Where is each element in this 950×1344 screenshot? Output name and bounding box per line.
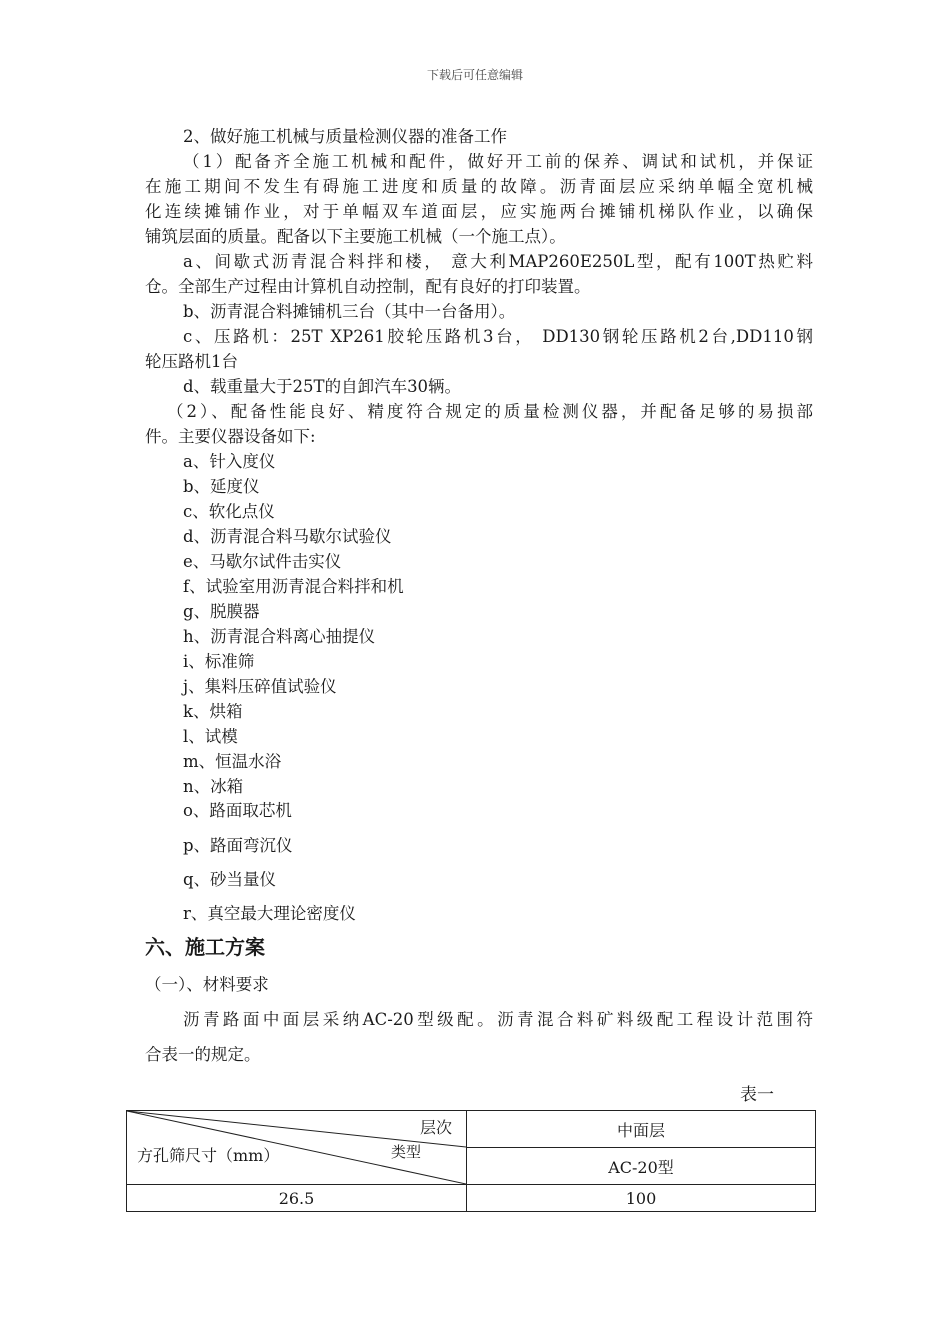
table-caption: 表一 <box>740 1085 774 1105</box>
instrument-item: h、沥青混合料离心抽提仪 <box>183 627 376 646</box>
prep-p2-line: 件。主要仪器设备如下: <box>145 427 316 446</box>
section-title: 六、施工方案 <box>145 935 265 959</box>
instrument-item: b、延度仪 <box>183 477 260 496</box>
table-row <box>127 1185 816 1212</box>
prep-p1-line: （1）配备齐全施工机械和配件，做好开工前的保养、调试和试机，并保证 <box>183 152 813 171</box>
header-layer-label: 层次 <box>419 1118 452 1137</box>
instrument-item: c、软化点仪 <box>183 502 275 521</box>
prep-p1-line: 在施工期间不发生有碍施工进度和质量的故障。沥青面层应采纳单幅全宽机械 <box>145 177 813 196</box>
machine-a-line: 仓。全部生产过程由计算机自动控制，配有良好的打印装置。 <box>145 277 591 296</box>
instrument-item: a、针入度仪 <box>183 452 276 471</box>
machine-a-line: a、间歇式沥青混合料拌和楼， 意大利MAP260E250L型，配有100T热贮料 <box>183 252 813 271</box>
section6-para-line: 合表一的规定。 <box>145 1045 261 1064</box>
instrument-item: n、冰箱 <box>183 777 244 796</box>
instrument-item: i、标准筛 <box>183 652 255 671</box>
instrument-item: o、路面取芯机 <box>183 801 292 820</box>
diagonal-header-cell <box>127 1111 467 1185</box>
instrument-item: p、路面弯沉仪 <box>183 836 293 855</box>
instrument-item: k、烘箱 <box>183 702 243 721</box>
gradation-table <box>126 1110 816 1212</box>
instrument-item: j、集料压碎值试验仪 <box>183 677 337 696</box>
table-header-row <box>127 1111 816 1148</box>
layer-cell: 中面层 <box>467 1111 816 1148</box>
instrument-item: q、砂当量仪 <box>183 870 277 889</box>
header-sieve-label: 方孔筛尺寸（mm） <box>137 1146 280 1165</box>
prep-heading: 2、做好施工机械与质量检测仪器的准备工作 <box>183 127 507 146</box>
sieve-size-cell: 26.5 <box>127 1185 467 1212</box>
machine-d: d、载重量大于25T的自卸汽车30辆。 <box>183 377 462 396</box>
subsection-title: （一）、材料要求 <box>145 975 269 994</box>
machine-c-line: 轮压路机1台 <box>145 352 238 371</box>
prep-p2-line: （2）、配备性能良好、精度符合规定的质量检测仪器，并配备足够的易损部 <box>167 402 813 421</box>
section6-para-line: 沥青路面中面层采纳AC-20型级配。沥青混合料矿料级配工程设计范围符 <box>183 1010 813 1029</box>
instrument-item: l、试模 <box>183 727 238 746</box>
page-header: 下载后可任意编辑 <box>426 68 523 82</box>
header-type-label: 类型 <box>391 1143 422 1161</box>
machine-c-line: c、压路机：25T XP261胶轮压路机3台， DD130钢轮压路机2台,DD110钢 <box>183 327 813 346</box>
instrument-item: e、马歇尔试件击实仪 <box>183 552 342 571</box>
type-cell: AC-20型 <box>467 1148 816 1185</box>
instrument-item: m、恒温水浴 <box>183 752 282 771</box>
prep-p1-line: 化连续摊铺作业，对于单幅双车道面层，应实施两台摊铺机梯队作业，以确保 <box>145 202 813 221</box>
instrument-item: d、沥青混合料马歇尔试验仪 <box>183 527 392 546</box>
instrument-item: g、脱膜器 <box>183 602 260 621</box>
instrument-item: r、真空最大理论密度仪 <box>183 904 356 923</box>
machine-b: b、沥青混合料摊铺机三台（其中一台备用）。 <box>183 302 516 321</box>
prep-p1-line: 铺筑层面的质量。配备以下主要施工机械（一个施工点）。 <box>145 227 566 246</box>
passing-value-cell: 100 <box>467 1185 816 1212</box>
instrument-item: f、试验室用沥青混合料拌和机 <box>183 577 404 596</box>
